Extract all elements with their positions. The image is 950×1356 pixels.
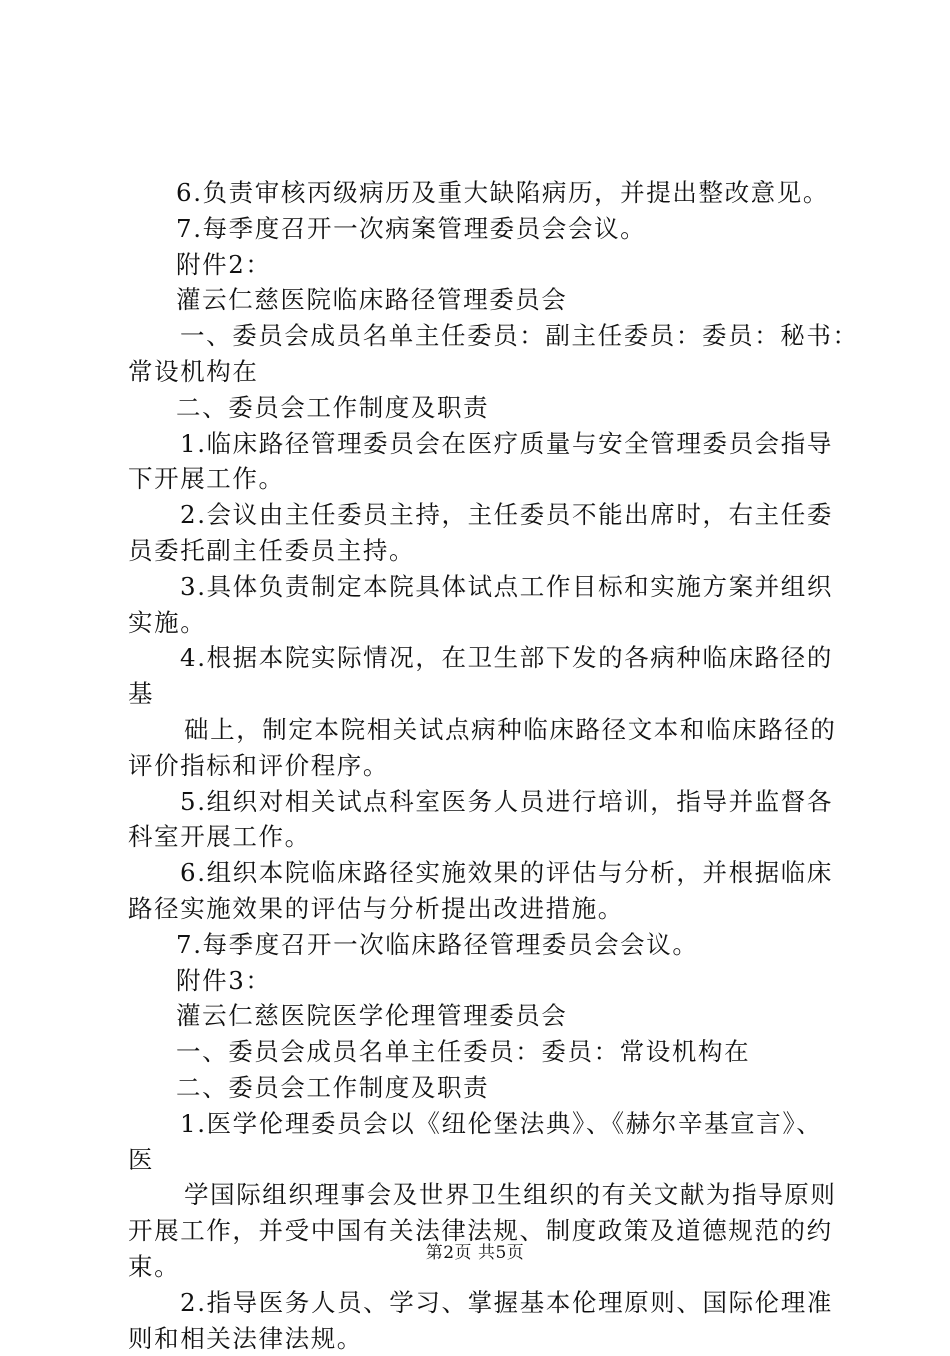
text-line: 一、委员会成员名单主任委员：副主任委员：委员：秘书： — [128, 318, 838, 354]
text-line: 2.指导医务人员、学习、掌握基本伦理原则、国际伦理准 — [128, 1285, 838, 1321]
text-line: 实施。 — [128, 605, 838, 641]
document-body — [128, 175, 838, 1356]
text-line: 下开展工作。 — [128, 461, 838, 497]
text-line: 则和相关法律法规。 — [128, 1321, 838, 1356]
text-line: 医 — [128, 1142, 838, 1178]
text-line: 灌云仁慈医院临床路径管理委员会 — [128, 282, 838, 318]
text-line: 2.会议由主任委员主持，主任委员不能出席时，右主任委 — [128, 497, 838, 533]
text-line: 科室开展工作。 — [128, 819, 838, 855]
text-line: 6.组织本院临床路径实施效果的评估与分析，并根据临床 — [128, 855, 838, 891]
text-line: 4.根据本院实际情况，在卫生部下发的各病种临床路径的 — [128, 640, 838, 676]
text-line: 一、委员会成员名单主任委员：委员：常设机构在 — [128, 1034, 838, 1070]
text-line: 础上，制定本院相关试点病种临床路径文本和临床路径的 — [128, 712, 838, 748]
text-line: 二、委员会工作制度及职责 — [128, 390, 838, 426]
text-line: 路径实施效果的评估与分析提出改进措施。 — [128, 891, 838, 927]
text-line: 6.负责审核丙级病历及重大缺陷病历，并提出整改意见。 — [128, 175, 838, 211]
text-line: 开展工作，并受中国有关法律法规、制度政策及道德规范的约 — [128, 1213, 838, 1249]
text-line: 束。 — [128, 1249, 838, 1285]
text-line: 员委托副主任委员主持。 — [128, 533, 838, 569]
text-line: 7.每季度召开一次病案管理委员会会议。 — [128, 211, 838, 247]
text-line: 附件2： — [128, 247, 838, 283]
text-line: 1.医学伦理委员会以《纽伦堡法典》、《赫尔辛基宣言》、 — [128, 1106, 838, 1142]
text-line: 基 — [128, 676, 838, 712]
text-line: 7.每季度召开一次临床路径管理委员会会议。 — [128, 927, 838, 963]
text-line: 二、委员会工作制度及职责 — [128, 1070, 838, 1106]
text-line: 学国际组织理事会及世界卫生组织的有关文献为指导原则 — [128, 1177, 838, 1213]
text-line: 1.临床路径管理委员会在医疗质量与安全管理委员会指导 — [128, 426, 838, 462]
text-line: 灌云仁慈医院医学伦理管理委员会 — [128, 998, 838, 1034]
text-line: 3.具体负责制定本院具体试点工作目标和实施方案并组织 — [128, 569, 838, 605]
text-line: 附件3： — [128, 963, 838, 999]
text-line: 常设机构在 — [128, 354, 838, 390]
text-line: 评价指标和评价程序。 — [128, 748, 838, 784]
text-line: 5.组织对相关试点科室医务人员进行培训，指导并监督各 — [128, 784, 838, 820]
page-footer: 第2页 共5页 — [0, 1242, 950, 1264]
